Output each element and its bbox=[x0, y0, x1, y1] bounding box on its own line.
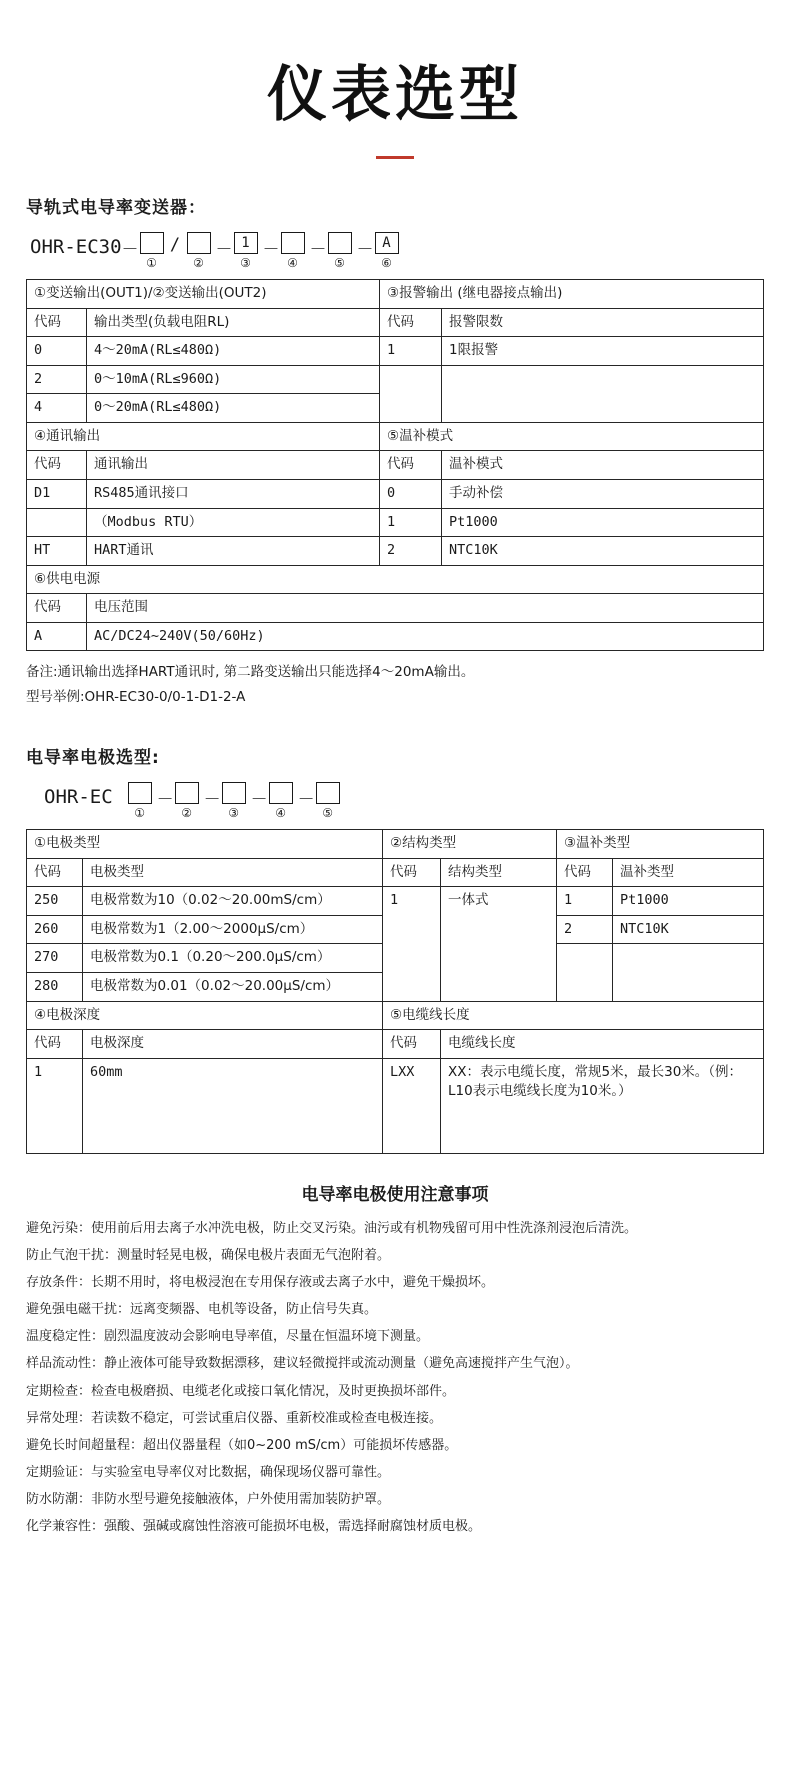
e1-code-3: 280 bbox=[27, 973, 83, 1002]
title-divider bbox=[376, 156, 414, 159]
electrode-slot-1-box[interactable] bbox=[128, 782, 152, 804]
t2-left-col2: 通讯输出 bbox=[87, 451, 380, 480]
e5-header: ⑤电缆线长度 bbox=[383, 1001, 764, 1030]
t1-right-col1: 代码 bbox=[380, 308, 442, 337]
table-row bbox=[27, 308, 764, 337]
electrode-slot-3-index: ③ bbox=[228, 806, 240, 821]
electrode-slot-5[interactable] bbox=[311, 782, 345, 819]
t2-right-col1: 代码 bbox=[380, 451, 442, 480]
model-separator-5: － bbox=[309, 240, 327, 260]
t1-right-filler-desc bbox=[442, 365, 764, 422]
t2-left-code-0: D1 bbox=[27, 479, 87, 508]
t3-code-0: A bbox=[27, 622, 87, 651]
section1-note-2: 型号举例:OHR-EC30-0/0-1-D1-2-A bbox=[26, 689, 246, 706]
t2-right-col2: 温补模式 bbox=[442, 451, 764, 480]
model-separator-6: － bbox=[356, 240, 374, 260]
t1-left-desc-2: 0～20mA(RL≤480Ω) bbox=[87, 394, 380, 423]
tip-item: 样品流动性：静止液体可能导致数据漂移，建议轻微搅拌或流动测量（避免高速搅拌产生气泡）。 bbox=[26, 1356, 579, 1372]
t1-left-desc-1: 0～10mA(RL≤960Ω) bbox=[87, 365, 380, 394]
section2-model-code bbox=[44, 782, 764, 819]
t1-right-header: ③报警输出 (继电器接点输出) bbox=[380, 280, 764, 309]
electrode-separator-4: － bbox=[297, 790, 315, 811]
e4-header: ④电极深度 bbox=[27, 1001, 383, 1030]
electrode-slot-5-box[interactable] bbox=[316, 782, 340, 804]
e3-col2: 温补类型 bbox=[613, 858, 764, 887]
table-row bbox=[27, 594, 764, 623]
e3-col1: 代码 bbox=[557, 858, 613, 887]
tips-list bbox=[26, 1219, 764, 1538]
table-row bbox=[27, 337, 764, 366]
tip-item: 存放条件：长期不用时，将电极浸泡在专用保存液或去离子水中，避免干燥损坏。 bbox=[26, 1274, 495, 1290]
model-separator-3: － bbox=[215, 240, 233, 260]
table-row bbox=[27, 858, 764, 887]
e3-filler-desc bbox=[613, 944, 764, 1001]
t3-col2: 电压范围 bbox=[87, 594, 764, 623]
t2-left-header: ④通讯输出 bbox=[27, 422, 380, 451]
table-row bbox=[27, 622, 764, 651]
e1-desc-3: 电极常数为0.01（0.02～20.00μS/cm） bbox=[83, 973, 383, 1002]
t2-left-desc-0: RS485通讯接口 bbox=[87, 479, 380, 508]
table-row bbox=[27, 565, 764, 594]
t2-right-code-2: 2 bbox=[380, 537, 442, 566]
model-slot-6-index: ⑥ bbox=[381, 256, 392, 270]
model-slot-6[interactable] bbox=[370, 232, 404, 269]
e2-col2: 结构类型 bbox=[441, 858, 557, 887]
e1-col2: 电极类型 bbox=[83, 858, 383, 887]
model-slot-2-box[interactable] bbox=[187, 232, 211, 254]
table-row bbox=[27, 479, 764, 508]
t2-left-desc-1: （Modbus RTU） bbox=[87, 508, 380, 537]
e2-desc-0: 一体式 bbox=[441, 887, 557, 1001]
e3-filler-code bbox=[557, 944, 613, 1001]
model-prefix: OHR-EC30 bbox=[30, 236, 122, 258]
t1-right-col2: 报警限数 bbox=[442, 308, 764, 337]
t2-right-code-1: 1 bbox=[380, 508, 442, 537]
electrode-slot-3[interactable] bbox=[217, 782, 251, 819]
e3-header: ③温补类型 bbox=[557, 830, 764, 859]
e1-code-0: 250 bbox=[27, 887, 83, 916]
t2-right-code-0: 0 bbox=[380, 479, 442, 508]
t1-right-filler-code bbox=[380, 365, 442, 422]
section1-heading: 导轨式电导率变送器： bbox=[26, 198, 206, 218]
t3-desc-0: AC/DC24~240V(50/60Hz) bbox=[87, 622, 764, 651]
e2-col1: 代码 bbox=[383, 858, 441, 887]
electrode-slot-4-index: ④ bbox=[275, 806, 287, 821]
t2-left-col1: 代码 bbox=[27, 451, 87, 480]
tip-item: 避免长时间超量程：超出仪器量程（如0~200 mS/cm）可能损坏传感器。 bbox=[26, 1437, 458, 1453]
e5-col2: 电缆线长度 bbox=[441, 1030, 764, 1059]
model-slot-3[interactable] bbox=[229, 232, 263, 269]
model-slot-4[interactable] bbox=[276, 232, 310, 269]
t1-right-code-0: 1 bbox=[380, 337, 442, 366]
model-slot-1-box[interactable] bbox=[140, 232, 164, 254]
e1-code-1: 260 bbox=[27, 915, 83, 944]
model-slot-5-box[interactable] bbox=[328, 232, 352, 254]
e4-code-0: 1 bbox=[27, 1058, 83, 1153]
tip-item: 避免强电磁干扰：远离变频器、电机等设备，防止信号失真。 bbox=[26, 1302, 378, 1318]
electrode-slot-5-index: ⑤ bbox=[322, 806, 334, 821]
e5-code-0: LXX bbox=[383, 1058, 441, 1153]
t2-right-header: ⑤温补模式 bbox=[380, 422, 764, 451]
table-row bbox=[27, 1001, 764, 1030]
electrode-slot-1-index: ① bbox=[134, 806, 146, 821]
t2-left-code-1 bbox=[27, 508, 87, 537]
electrode-slot-4-box[interactable] bbox=[269, 782, 293, 804]
table-row bbox=[27, 830, 764, 859]
e3-code-1: 2 bbox=[557, 915, 613, 944]
t1-left-desc-0: 4～20mA(RL≤480Ω) bbox=[87, 337, 380, 366]
table-row bbox=[27, 365, 764, 394]
model-slot-1[interactable] bbox=[135, 232, 169, 269]
electrode-selection-table bbox=[26, 829, 764, 1154]
transmitter-output-table bbox=[26, 279, 764, 651]
electrode-slot-2[interactable] bbox=[170, 782, 204, 819]
model-slot-6-box[interactable]: A bbox=[375, 232, 399, 254]
e5-col1: 代码 bbox=[383, 1030, 441, 1059]
t2-right-desc-2: NTC10K bbox=[442, 537, 764, 566]
electrode-slot-1[interactable] bbox=[123, 782, 157, 819]
model-separator-2: / bbox=[169, 235, 181, 255]
table-row bbox=[27, 537, 764, 566]
e2-header: ②结构类型 bbox=[383, 830, 557, 859]
electrode-slot-2-index: ② bbox=[181, 806, 193, 821]
electrode-separator-3: － bbox=[250, 790, 268, 811]
table-row bbox=[27, 451, 764, 480]
t1-left-code-1: 2 bbox=[27, 365, 87, 394]
electrode-slot-4[interactable] bbox=[264, 782, 298, 819]
tip-item: 定期检查：检查电极磨损、电缆老化或接口氧化情况，及时更换损坏部件。 bbox=[26, 1383, 456, 1399]
section2-heading: 电导率电极选型: bbox=[26, 748, 160, 769]
tip-item: 防止气泡干扰：测量时轻晃电极，确保电极片表面无气泡附着。 bbox=[26, 1247, 391, 1263]
table-row bbox=[27, 280, 764, 309]
t1-left-header: ①变送输出(OUT1)/②变送输出(OUT2) bbox=[27, 280, 380, 309]
model-slot-3-index: ③ bbox=[240, 256, 251, 270]
model-slot-2-index: ② bbox=[193, 256, 204, 270]
table-row bbox=[27, 422, 764, 451]
model-slot-3-box[interactable]: 1 bbox=[234, 232, 258, 254]
t3-col1: 代码 bbox=[27, 594, 87, 623]
e1-header: ①电极类型 bbox=[27, 830, 383, 859]
model-slot-2[interactable] bbox=[182, 232, 216, 269]
model-slot-5[interactable] bbox=[323, 232, 357, 269]
table-row bbox=[27, 508, 764, 537]
tip-item: 定期验证：与实验室电导率仪对比数据，确保现场仪器可靠性。 bbox=[26, 1464, 391, 1480]
e2-code-0: 1 bbox=[383, 887, 441, 1001]
e1-desc-1: 电极常数为1（2.00～2000μS/cm） bbox=[83, 915, 383, 944]
model-separator-1: － bbox=[121, 240, 139, 260]
table-row bbox=[27, 1030, 764, 1059]
t3-header: ⑥供电电源 bbox=[27, 565, 764, 594]
e4-col1: 代码 bbox=[27, 1030, 83, 1059]
e3-desc-1: NTC10K bbox=[613, 915, 764, 944]
t1-left-col2: 输出类型(负载电阻RL) bbox=[87, 308, 380, 337]
electrode-slot-2-box[interactable] bbox=[175, 782, 199, 804]
page-title: 仪表选型 bbox=[267, 60, 523, 130]
tip-item: 避免污染：使用前后用去离子水冲洗电极，防止交叉污染。油污或有机物残留可用中性洗涤剂浸泡后清洗。 bbox=[26, 1220, 638, 1236]
table-row bbox=[27, 1058, 764, 1153]
t2-right-desc-1: Pt1000 bbox=[442, 508, 764, 537]
tips-title: 电导率电极使用注意事项 bbox=[301, 1184, 489, 1205]
e1-desc-2: 电极常数为0.1（0.20～200.0μS/cm） bbox=[83, 944, 383, 973]
tip-item: 异常处理：若读数不稳定，可尝试重启仪器、重新校准或检查电极连接。 bbox=[26, 1410, 443, 1426]
t2-left-desc-2: HART通讯 bbox=[87, 537, 380, 566]
table-row bbox=[27, 887, 764, 916]
electrode-slot-3-box[interactable] bbox=[222, 782, 246, 804]
tip-item: 防水防潮：非防水型号避免接触液体，户外使用需加装防护罩。 bbox=[26, 1492, 391, 1508]
t1-left-code-0: 0 bbox=[27, 337, 87, 366]
t2-right-desc-0: 手动补偿 bbox=[442, 479, 764, 508]
e1-col1: 代码 bbox=[27, 858, 83, 887]
model-separator-4: － bbox=[262, 240, 280, 260]
model-slot-4-index: ④ bbox=[287, 256, 298, 270]
model-slot-5-index: ⑤ bbox=[334, 256, 345, 270]
e1-code-2: 270 bbox=[27, 944, 83, 973]
electrode-model-prefix: OHR-EC bbox=[44, 786, 113, 809]
e1-desc-0: 电极常数为10（0.02～20.00mS/cm） bbox=[83, 887, 383, 916]
electrode-separator-2: － bbox=[203, 790, 221, 811]
e4-col2: 电极深度 bbox=[83, 1030, 383, 1059]
t1-right-desc-0: 1限报警 bbox=[442, 337, 764, 366]
tip-item: 温度稳定性：剧烈温度波动会影响电导率值，尽量在恒温环境下测量。 bbox=[26, 1329, 430, 1345]
e5-desc-0: XX：表示电缆长度，常规5米，最长30米。（例：L10表示电缆线长度为10米。） bbox=[441, 1058, 764, 1153]
e3-desc-0: Pt1000 bbox=[613, 887, 764, 916]
e3-code-0: 1 bbox=[557, 887, 613, 916]
t2-left-code-2: HT bbox=[27, 537, 87, 566]
electrode-separator-1: － bbox=[156, 790, 174, 811]
e4-desc-0: 60mm bbox=[83, 1058, 383, 1153]
t1-left-col1: 代码 bbox=[27, 308, 87, 337]
t1-left-code-2: 4 bbox=[27, 394, 87, 423]
model-slot-1-index: ① bbox=[146, 256, 157, 270]
section1-note-1: 备注:通讯输出选择HART通讯时, 第二路变送输出只能选择4～20mA输出。 bbox=[26, 664, 475, 681]
model-slot-4-box[interactable] bbox=[281, 232, 305, 254]
section1-model-code bbox=[30, 232, 764, 269]
tip-item: 化学兼容性：强酸、强碱或腐蚀性溶液可能损坏电极，需选择耐腐蚀材质电极。 bbox=[26, 1519, 482, 1535]
